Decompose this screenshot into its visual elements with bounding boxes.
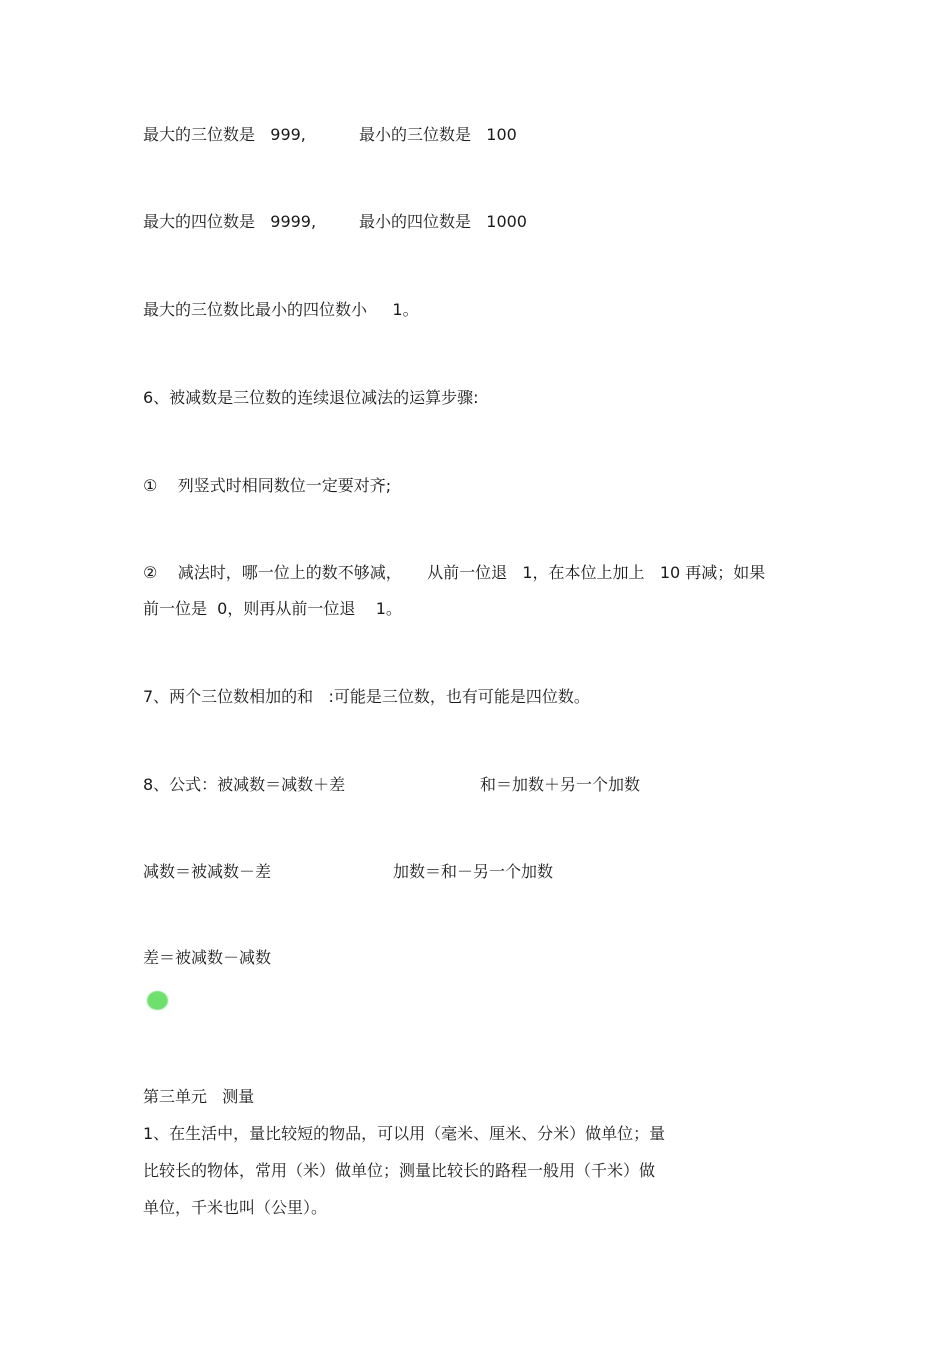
text-line-comparison: 最大的三位数比最小的四位数小 1。 [143,300,419,319]
text-line-step-2-continued: 前一位是 0，则再从前一位退 1。 [143,599,402,618]
green-highlight-dot [147,991,168,1010]
text-line-formula-minuend: 8、公式：被减数＝减数＋差 [143,775,346,794]
text-line-step-2: ② 减法时，哪一位上的数不够减， 从前一位退 1，在本位上加上 10 再减；如果 [143,563,766,582]
section-heading-unit-3: 第三单元 测量 [143,1087,255,1106]
text-line-formula-addend: 加数＝和－另一个加数 [393,862,554,881]
text-line-formula-subtrahend: 减数＝被减数－差 [143,862,272,881]
text-line-item-6-heading: 6、被减数是三位数的连续退位减法的运算步骤: [143,388,479,407]
text-line-min-three-digit: 最小的三位数是 100 [359,125,517,144]
text-line-item-7: 7、两个三位数相加的和 :可能是三位数，也有可能是四位数。 [143,687,590,706]
text-line-measure-3: 单位，千米也叫（公里）。 [143,1198,328,1217]
text-line-formula-difference: 差＝被减数－减数 [143,948,272,967]
text-line-step-1: ① 列竖式时相同数位一定要对齐; [143,476,392,495]
text-line-max-four-digit: 最大的四位数是 9999, [143,212,317,231]
text-line-formula-sum: 和＝加数＋另一个加数 [480,775,641,794]
text-line-measure-2: 比较长的物体，常用（米）做单位；测量比较长的路程一般用（千米）做 [143,1161,656,1180]
text-line-max-three-digit: 最大的三位数是 999, [143,125,306,144]
text-line-min-four-digit: 最小的四位数是 1000 [359,212,527,231]
text-line-measure-1: 1、在生活中，量比较短的物品，可以用（毫米、厘米、分米）做单位；量 [143,1124,666,1143]
